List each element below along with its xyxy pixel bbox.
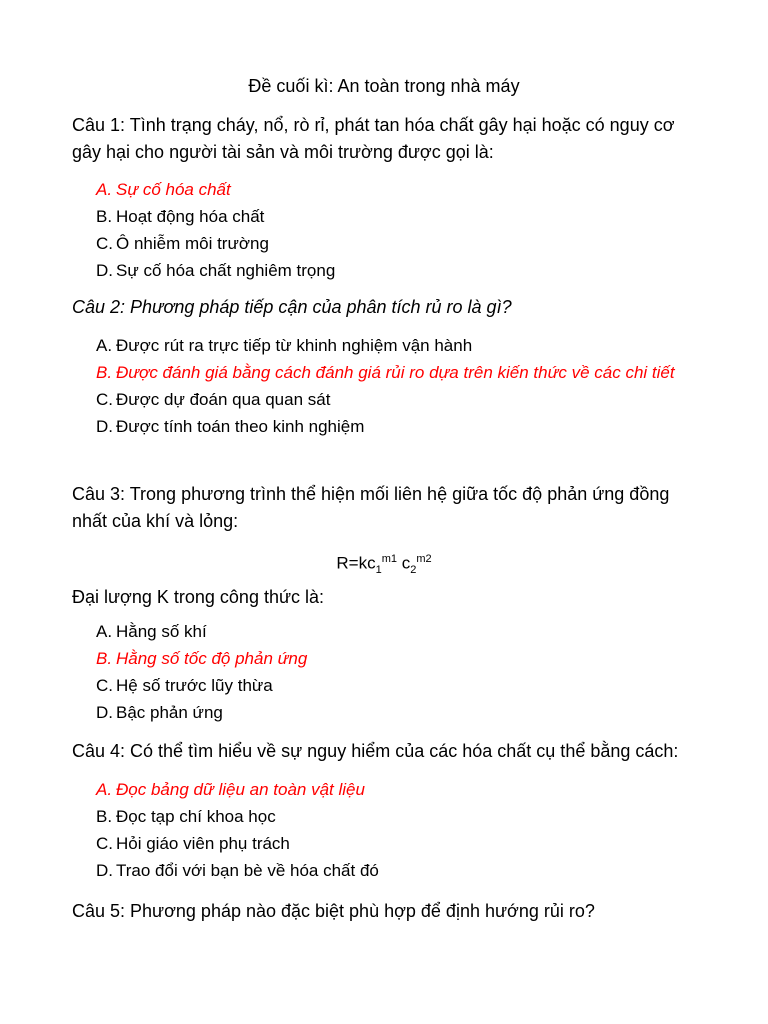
- question-1-option-d: D. Sự cố hóa chất nghiêm trọng: [96, 261, 336, 280]
- question-3-option-b: B. Hằng số tốc độ phản ứng: [96, 649, 308, 668]
- page-title: Đề cuối kì: An toàn trong nhà máy: [248, 76, 520, 96]
- question-3-option-a: A. Hằng số khí: [96, 622, 207, 641]
- question-4-text: Câu 4: Có thể tìm hiểu về sự nguy hiểm của các hóa chất cụ thể bằng cách:: [72, 741, 679, 761]
- question-2-options: [96, 332, 696, 440]
- question-2-option-b: B. Được đánh giá bằng cách đánh giá rủi ro dựa trên kiến thức về các chi tiết: [96, 363, 675, 382]
- question-2-option-a: A. Được rút ra trực tiếp từ khinh nghiệm vận hành: [96, 336, 473, 355]
- rate-formula: $R=kc_1^{m1}$ $c_2^{m2}$: [336, 553, 432, 577]
- question-2-option-d: D. Được tính toán theo kinh nghiệm: [96, 417, 365, 436]
- question-5-text: Câu 5: Phương pháp nào đặc biệt phù hợp để định hướng rủi ro?: [72, 901, 595, 921]
- question-2-text: Câu 2: Phương pháp tiếp cận của phân tích rủ ro là gì?: [72, 297, 512, 317]
- question-4-option-b: B. Đọc tạp chí khoa học: [96, 807, 276, 826]
- question-1-option-c: C. Ô nhiễm môi trường: [96, 234, 269, 253]
- question-3-option-c: C. Hệ số trước lũy thừa: [96, 676, 273, 695]
- question-3-subtext: Đại lượng K trong công thức là:: [72, 587, 325, 607]
- question-4-option-a: A. Đọc bảng dữ liệu an toàn vật liệu: [96, 780, 365, 799]
- question-1-options: [96, 176, 696, 284]
- question-4-option-d: D. Trao đổi với bạn bè về hóa chất đó: [96, 861, 379, 880]
- question-3-options: [96, 618, 696, 726]
- question-3-text: Câu 3: Trong phương trình thể hiện mối liên hệ giữa tốc độ phản ứng đồng nhất của khí và lỏng:: [72, 484, 670, 531]
- question-4-option-c: C. Hỏi giáo viên phụ trách: [96, 834, 290, 853]
- question-1-text: Câu 1: Tình trạng cháy, nổ, rò rỉ, phát tan hóa chất gây hại hoặc có nguy cơ gây hại cho người tài sản và môi trường được gọi là:: [72, 115, 675, 162]
- question-3-option-d: D. Bậc phản ứng: [96, 703, 223, 722]
- question-4-options: [96, 776, 696, 884]
- question-2-option-c: C. Được dự đoán qua quan sát: [96, 390, 331, 409]
- question-1-option-a: A. Sự cố hóa chất: [96, 180, 231, 199]
- question-1-option-b: B. Hoạt động hóa chất: [96, 207, 265, 226]
